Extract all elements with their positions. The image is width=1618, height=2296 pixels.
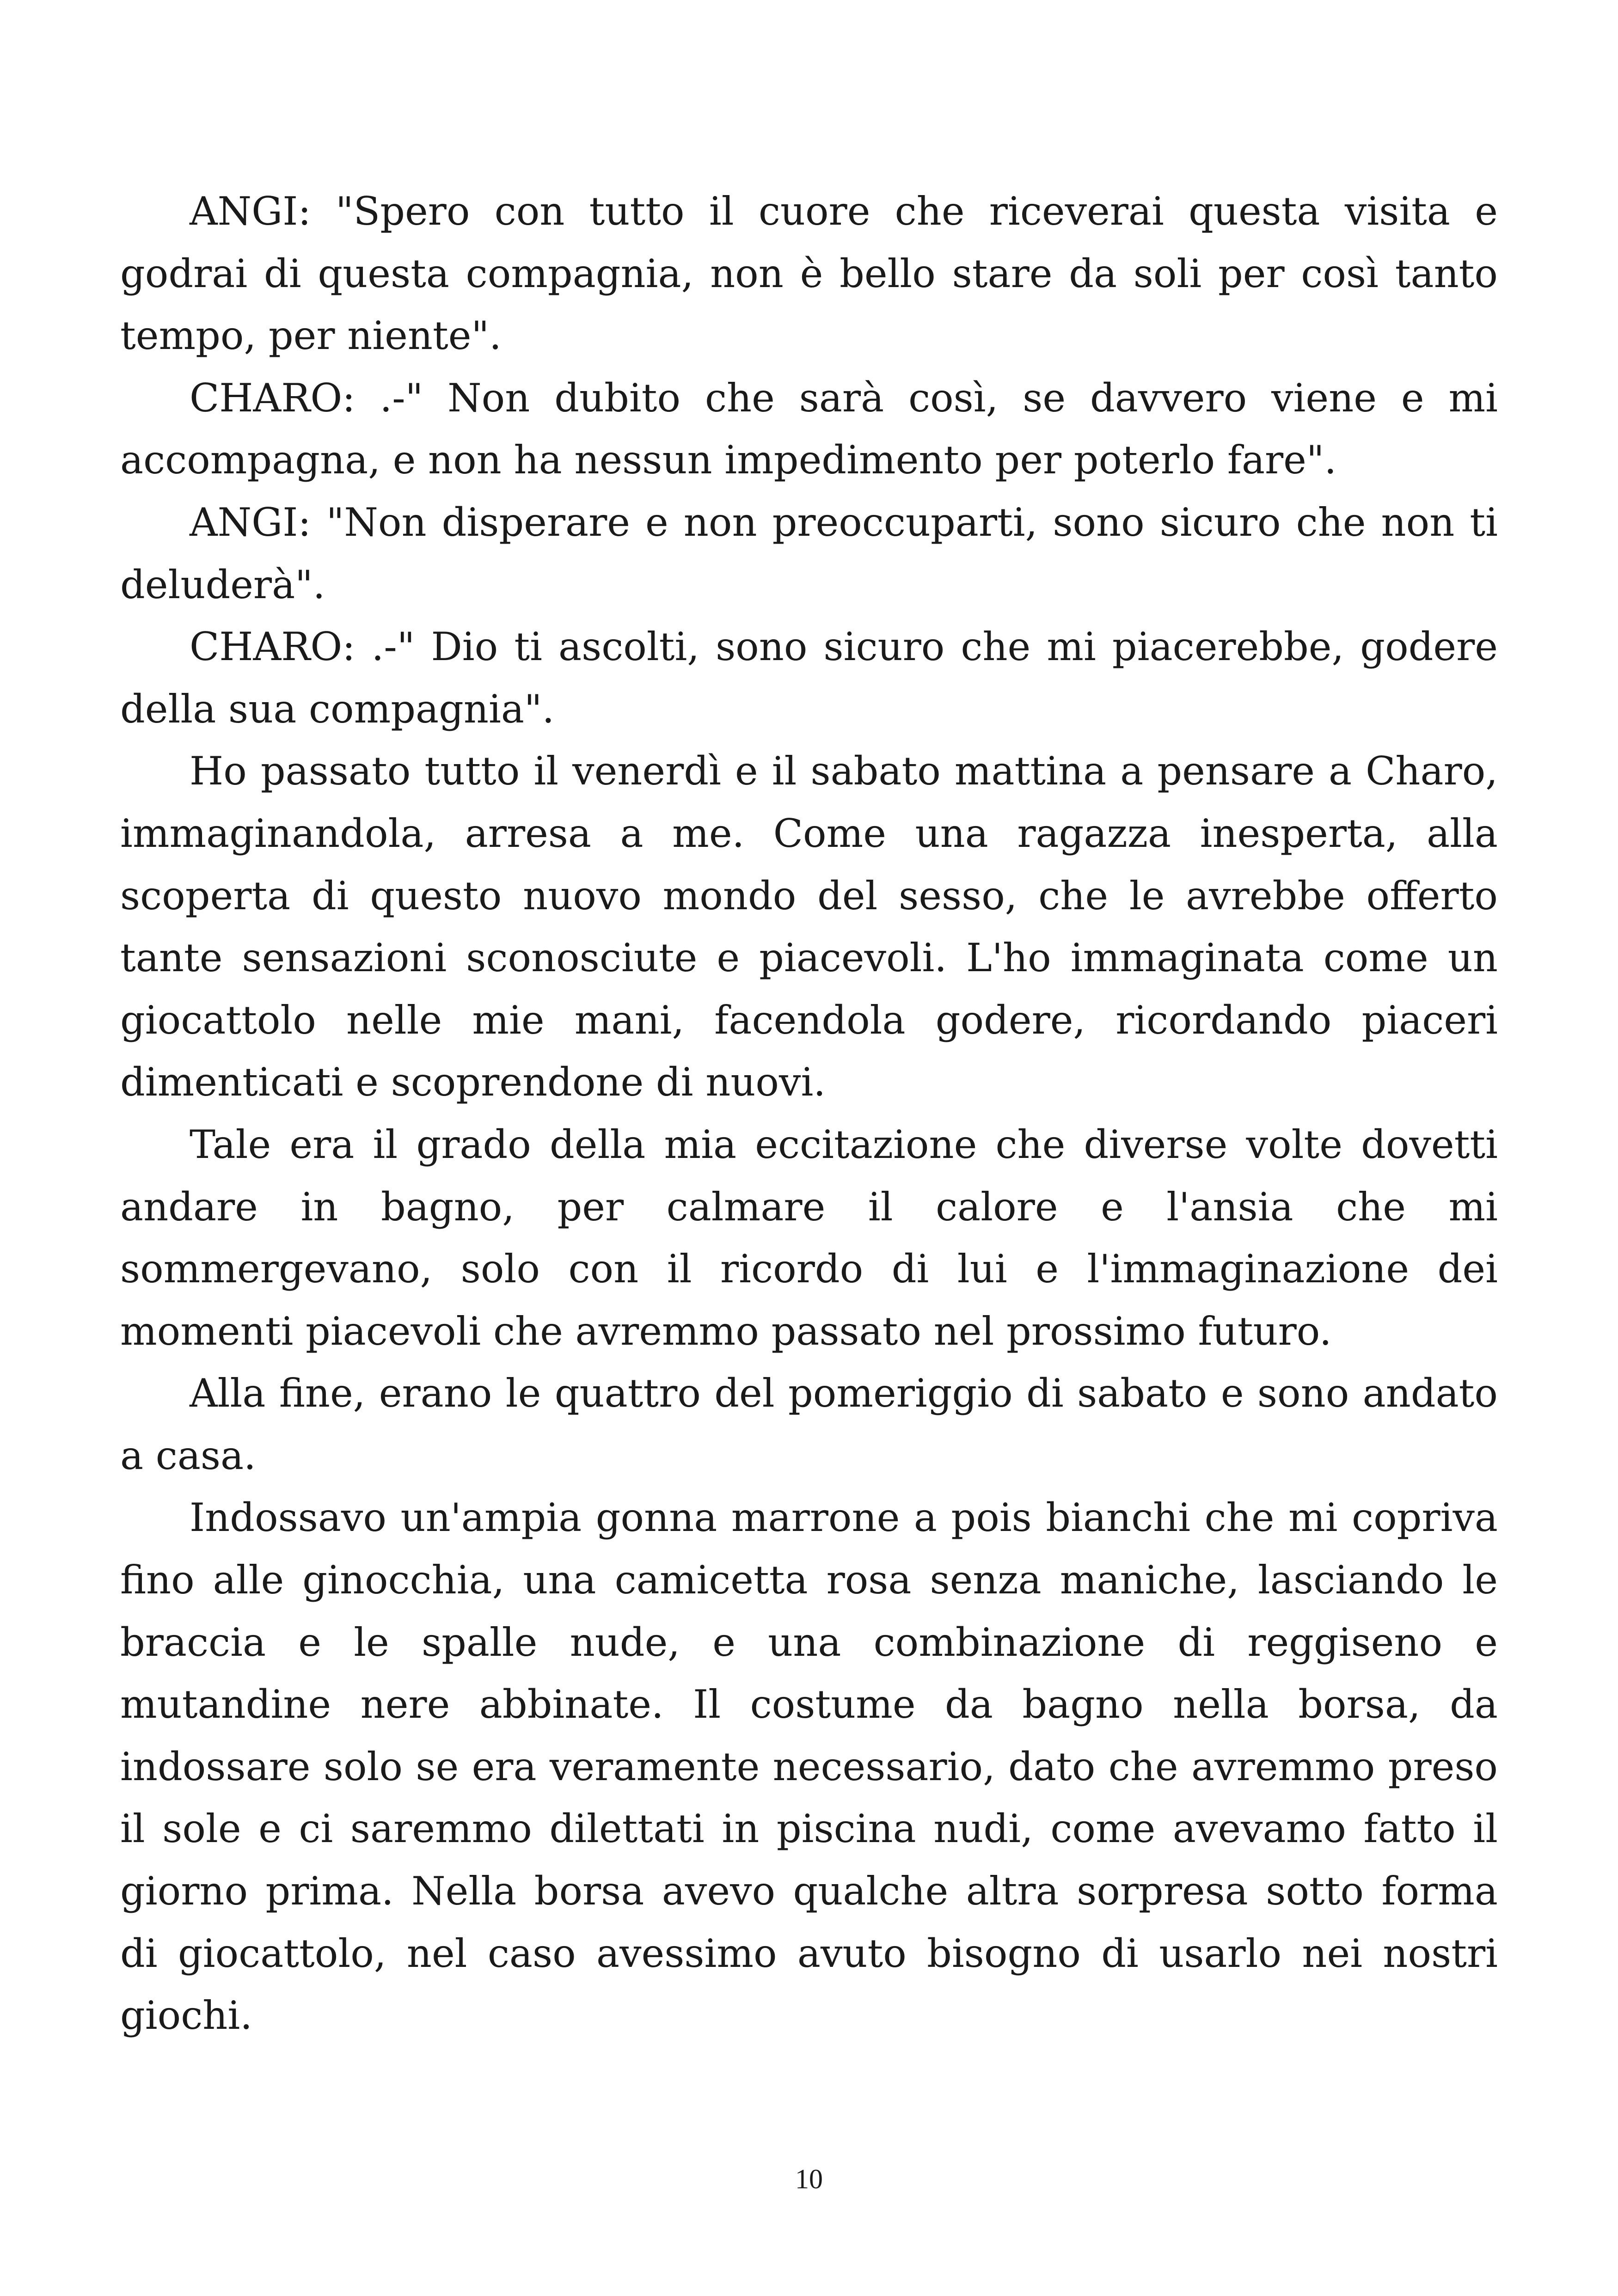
paragraph: Tale era il grado della mia eccitazione che diverse volte dovetti andare in bagno, per calmare il calore e l'ansia che mi sommergevano, solo con il ricordo di lui e l'immaginazione dei momenti piacevoli che avremmo passato nel prossimo futuro.: [120, 1121, 1498, 1354]
paragraph: ANGI: "Non disperare e non preoccuparti, sono sicuro che non ti deluderà".: [120, 499, 1498, 607]
page-number: 10: [795, 2164, 823, 2194]
paragraph: Ho passato tutto il venerdì e il sabato mattina a pensare a Charo, immaginandola, arresa a me. Come una ragazza inesperta, alla scoperta di questo nuovo mondo del sesso, che le avrebbe offerto tante sensazioni sconosciute e piacevoli. L'ho immaginata come un giocattolo nelle mie mani, facendola godere, ricordando piaceri dimenticati e scoprendone di nuovi.: [120, 748, 1498, 1105]
paragraph: CHARO: .-" Non dubito che sarà così, se davvero viene e mi accompagna, e non ha nessun impedimento per poterlo fare".: [120, 375, 1498, 483]
page-body: [120, 180, 1498, 2047]
paragraph: Indossavo un'ampia gonna marrone a pois bianchi che mi copriva fino alle ginocchia, una camicetta rosa senza maniche, lasciando le braccia e le spalle nude, e una combinazione di reggiseno e mutandine nere abbinate. Il costume da bagno nella borsa, da indossare solo se era veramente necessario, dato che avremmo preso il sole e ci saremmo dilettati in piscina nudi, come avevamo fatto il giorno prima. Nella borsa avevo qualche altra sorpresa sotto forma di giocattolo, nel caso avessimo avuto bisogno di usarlo nei nostri giochi.: [120, 1495, 1498, 2039]
paragraph: Alla fine, erano le quattro del pomeriggio di sabato e sono andato a casa.: [120, 1371, 1498, 1478]
paragraph: ANGI: "Spero con tutto il cuore che riceverai questa visita e godrai di questa compagnia, non è bello stare da soli per così tanto tempo, per niente".: [120, 189, 1498, 359]
paragraph: CHARO: .-" Dio ti ascolti, sono sicuro che mi piacerebbe, godere della sua compagnia".: [120, 624, 1498, 732]
